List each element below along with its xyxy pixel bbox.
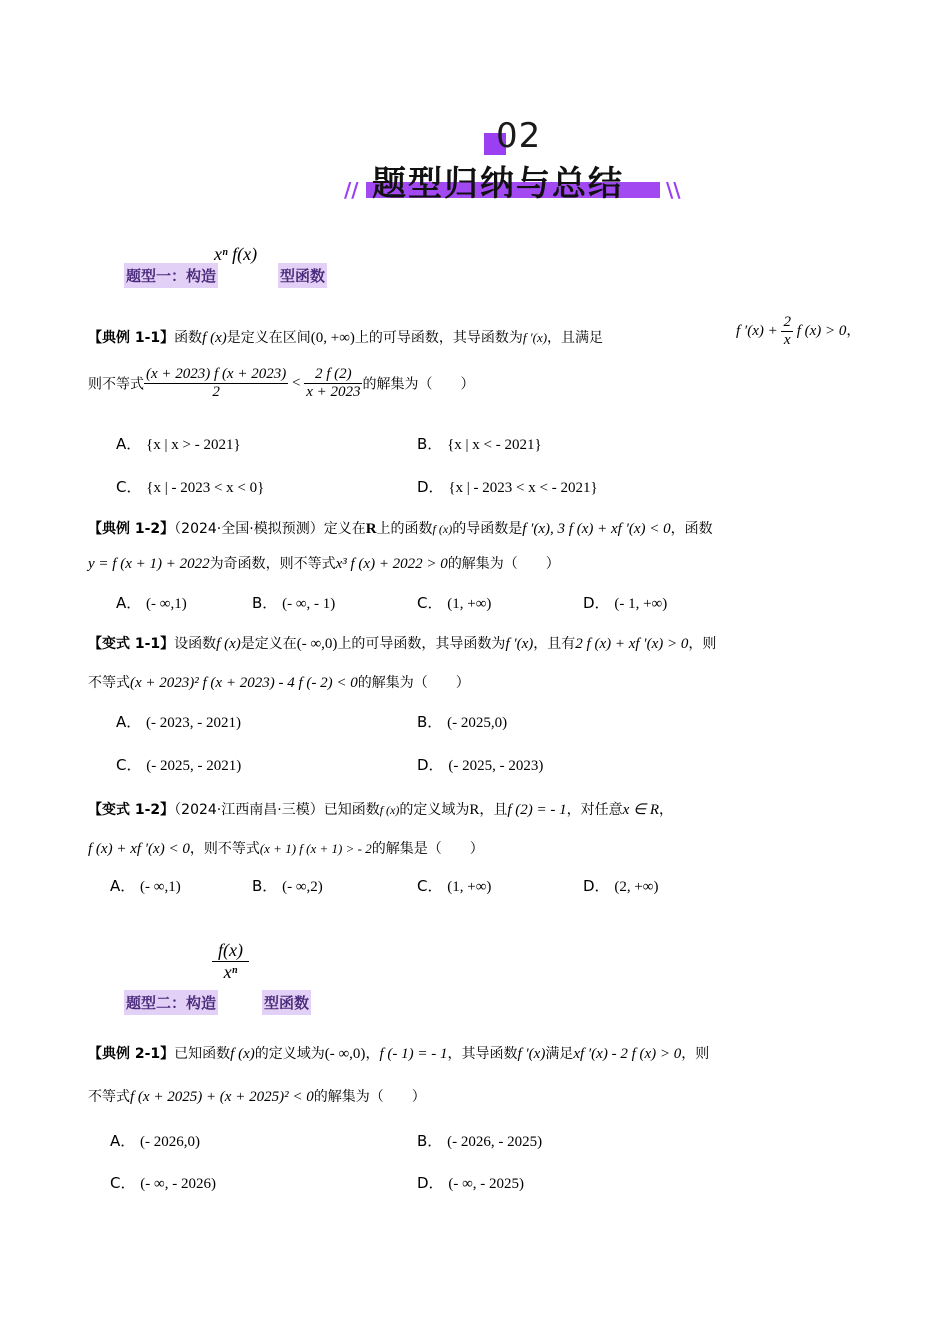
problem-1-2-line1: 【典例 1-2】（2024·全国·模拟预测）定义在R上的函数f (x)的导函数是f ′(x), 3 f (x) + xf ′(x) < 0，函数 [88, 521, 713, 537]
problem-2-1-line2: 不等式f (x + 2025) + (x + 2025)² < 0的解集为（ ） [88, 1089, 426, 1105]
problem-1-1-condition: f ′(x) + $\frac{2}{x}$ f (x) > 0， [736, 314, 861, 348]
page-title: 题型归纳与总结 [372, 164, 624, 204]
slash-left-icon: // [344, 178, 359, 202]
option-a[interactable]: A． (- ∞,1) [116, 594, 187, 612]
variant-1-2-line2: f (x) + xf ′(x) < 0，则不等式(x + 1) f (x + 1) > - 2的解集是（ ） [88, 841, 484, 857]
option-a[interactable]: A． (- 2026,0) [110, 1132, 201, 1150]
section2-label-left: 题型二：构造 [124, 990, 218, 1015]
option-c[interactable]: C． (1, +∞) [417, 877, 492, 895]
option-c[interactable]: C． {x | - 2023 < x < 0} [116, 478, 265, 496]
section1-label-right: 型函数 [278, 263, 327, 288]
option-a[interactable]: A． (- ∞,1) [110, 877, 181, 895]
problem-1-1-line1: 【典例 1-1】函数f (x)是定义在区间(0, +∞)上的可导函数，其导函数为f ′(x)，且满足 [88, 330, 604, 346]
option-c[interactable]: C． (- 2025, - 2021) [116, 756, 242, 774]
section-number: 02 [496, 116, 542, 156]
problem-tag: 【典例 2-1】 [88, 1046, 175, 1062]
problem-1-1-line2: 则不等式 $\frac{(x + 2023) f (x + 2023)}{2}$ < $\frac{2 f (2)}{x + 2023}$ 的解集为（ ） [88, 366, 475, 400]
variant-1-1-line2: 不等式(x + 2023)² f (x + 2023) - 4 f (- 2) < 0的解集为（ ） [88, 675, 470, 691]
problem-tag: 【变式 1-1】 [88, 636, 175, 652]
option-b[interactable]: B． (- ∞, - 1) [252, 594, 336, 612]
option-b[interactable]: B． (- 2026, - 2025) [417, 1132, 543, 1150]
section2-formula: $\frac{f(x)}{\text{xⁿ}}$ [212, 940, 249, 983]
option-d[interactable]: D． (- ∞, - 2025) [417, 1174, 525, 1192]
section1-formula: xⁿ f(x) [214, 244, 258, 264]
problem-tag: 【典例 1-2】 [88, 521, 175, 537]
option-b[interactable]: B． (- 2025,0) [417, 713, 508, 731]
problem-2-1-line1: 【典例 2-1】已知函数f (x)的定义域为(- ∞,0)，f (- 1) = - 1，其导函数f ′(x)满足xf ′(x) - 2 f (x) > 0，则 [88, 1046, 710, 1062]
option-a[interactable]: A． {x | x > - 2021} [116, 435, 241, 453]
problem-tag: 【典例 1-1】 [88, 330, 175, 346]
option-b[interactable]: B． (- ∞,2) [252, 877, 323, 895]
section2-label-right: 型函数 [262, 990, 311, 1015]
problem-tag: 【变式 1-2】 [88, 802, 175, 818]
section1-label-left: 题型一：构造 [124, 263, 218, 288]
option-a[interactable]: A． (- 2023, - 2021) [116, 713, 242, 731]
option-d[interactable]: D． {x | - 2023 < x < - 2021} [417, 478, 598, 496]
option-d[interactable]: D． (- 2025, - 2023) [417, 756, 544, 774]
variant-1-1-line1: 【变式 1-1】设函数f (x)是定义在(- ∞,0)上的可导函数，其导函数为f ′(x)，且有2 f (x) + xf ′(x) > 0，则 [88, 636, 717, 652]
option-d[interactable]: D． (- 1, +∞) [583, 594, 668, 612]
problem-1-2-line2: y = f (x + 1) + 2022为奇函数，则不等式x³ f (x) + 2022 > 0的解集为（ ） [88, 556, 560, 572]
option-b[interactable]: B． {x | x < - 2021} [417, 435, 542, 453]
option-d[interactable]: D． (2, +∞) [583, 877, 659, 895]
slash-right-icon: \\ [666, 178, 681, 202]
option-c[interactable]: C． (1, +∞) [417, 594, 492, 612]
variant-1-2-line1: 【变式 1-2】（2024·江西南昌·三模）已知函数f (x)的定义域为R，且f (2) = - 1，对任意x ∈ R， [88, 802, 674, 818]
option-c[interactable]: C． (- ∞, - 2026) [110, 1174, 216, 1192]
